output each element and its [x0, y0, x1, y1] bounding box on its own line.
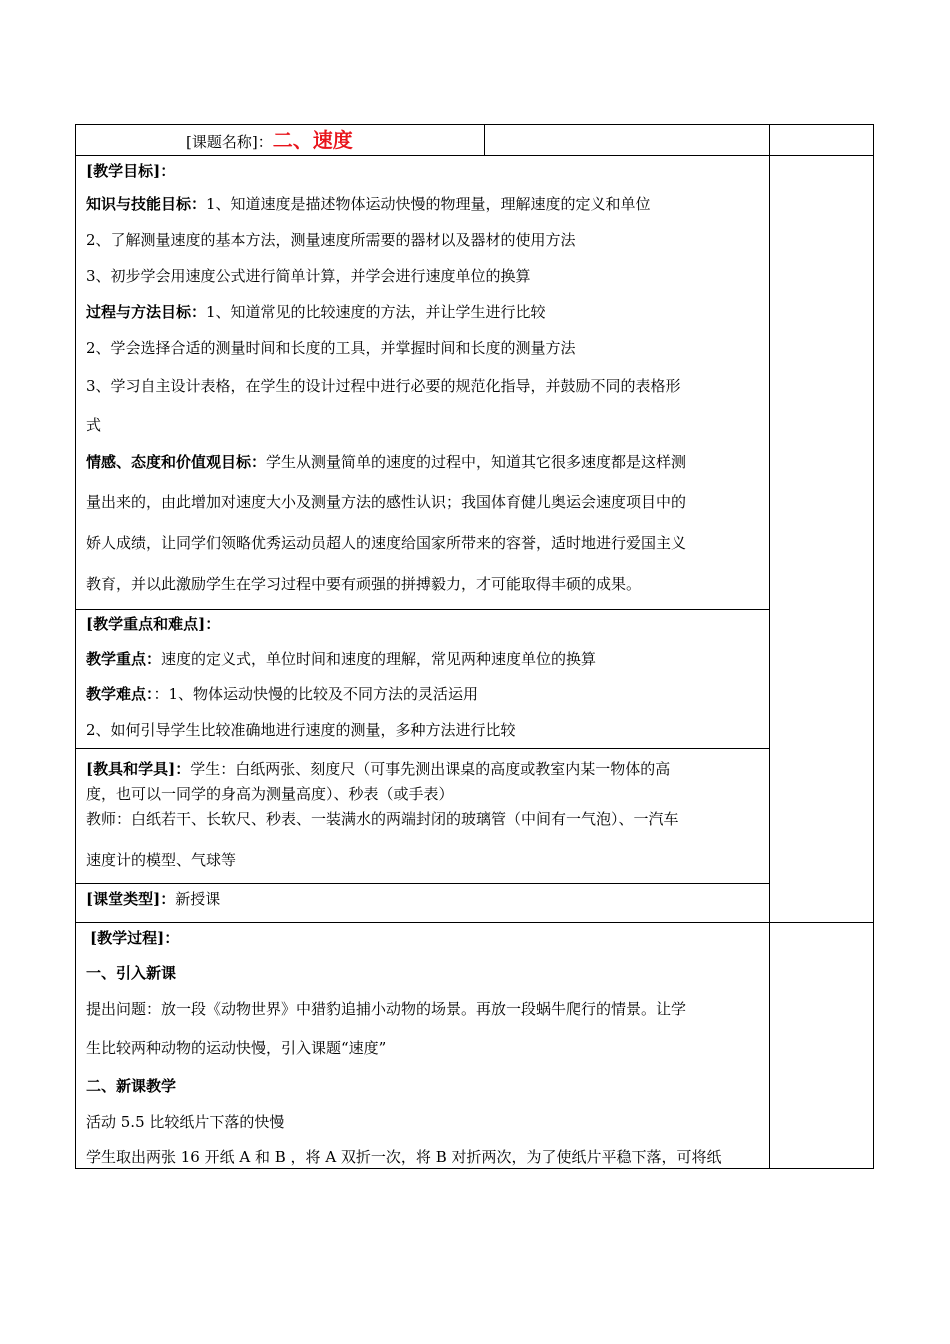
header-divider: [484, 124, 485, 155]
row-divider-lesson-type: [75, 922, 874, 923]
key-point-line: [86, 649, 596, 669]
emotion-line-3: 娇人成绩，让同学们领略优秀运动员超人的速度给国家所带来的容誉，适时地进行爱国主义: [86, 534, 687, 552]
knowledge-line-3: 3、初步学会用速度公式进行简单计算，并学会进行速度单位的换算: [86, 267, 531, 285]
emotion-line-1: [86, 452, 686, 472]
knowledge-label: 知识与技能目标：: [86, 195, 207, 213]
tools-line-1: [86, 759, 670, 779]
row-divider-tools: [75, 883, 769, 884]
tools-student-1: 学生：白纸两张、刻度尺（可事先测出课桌的高度或教室内某一物体的高: [190, 760, 671, 778]
process-line-1: [86, 302, 546, 322]
keypoints-heading: [教学重点和难点]：: [86, 615, 221, 633]
process-text-1: 1、知道常见的比较速度的方法，并让学生进行比较: [206, 303, 546, 321]
difficulty-line-1: [86, 684, 478, 704]
process-line-3b: 式: [86, 416, 102, 434]
knowledge-line-1: [86, 194, 651, 214]
activity-text: 学生取出两张 16 开纸 A 和 B ，将 A 双折一次，将 B 对折两次，为了使纸片平稳下落，可将纸: [86, 1148, 722, 1166]
lesson-type-line: [86, 889, 220, 909]
emotion-line-4: 教育，并以此激励学生在学习过程中要有顽强的拼搏毅力，才可能取得丰硕的成果。: [86, 575, 642, 593]
difficulty-line-2: 2、如何引导学生比较准确地进行速度的测量，多种方法进行比较: [86, 721, 516, 739]
tools-teacher-line-1: 教师：白纸若干、长软尺、秒表、一装满水的两端封闭的玻璃管（中间有一气泡）、一汽车: [86, 810, 679, 828]
tools-teacher-line-2: 速度计的模型、气球等: [86, 851, 237, 869]
process-heading: [教学过程]：: [90, 929, 180, 947]
section-new-lesson-heading: 二、新课教学: [86, 1077, 177, 1095]
section-intro-heading: 一、引入新课: [86, 964, 177, 982]
intro-line-1: 提出问题：放一段《动物世界》中猎豹追捕小动物的场景。再放一段蜗牛爬行的情景。让学: [86, 1000, 687, 1018]
emotion-label: 情感、态度和价值观目标：: [86, 453, 267, 471]
emotion-text-1: 学生从测量简单的速度的过程中，知道其它很多速度都是这样测: [266, 453, 687, 471]
course-title: 二、速度: [272, 128, 353, 152]
row-divider-objectives: [75, 609, 769, 610]
lesson-type-heading: [课堂类型]：: [86, 890, 176, 908]
process-line-3a: 3、学习自主设计表格，在学生的设计过程中进行必要的规范化指导，并鼓励不同的表格形: [86, 377, 681, 395]
course-title-label: [课题名称]：: [186, 133, 273, 151]
course-title-row: [186, 128, 353, 154]
objectives-heading: [教学目标]：: [86, 162, 176, 180]
activity-title: 活动 5.5 比较纸片下落的快慢: [86, 1113, 285, 1131]
lesson-type-value: 新授课: [175, 890, 221, 908]
row-divider-header: [75, 155, 874, 156]
key-point-text: 速度的定义式，单位时间和速度的理解，常见两种速度单位的换算: [161, 650, 597, 668]
difficulty-text-1: ：1、物体运动快慢的比较及不同方法的灵活运用: [153, 685, 479, 703]
difficulty-label: 教学难点：: [86, 685, 154, 703]
knowledge-line-2: 2、了解测量速度的基本方法，测量速度所需要的器材以及器材的使用方法: [86, 231, 576, 249]
knowledge-text-1: 1、知道速度是描述物体运动快慢的物理量，理解速度的定义和单位: [206, 195, 651, 213]
row-divider-keypoints: [75, 748, 769, 749]
process-line-2: 2、学会选择合适的测量时间和长度的工具，并掌握时间和长度的测量方法: [86, 339, 576, 357]
key-point-label: 教学重点：: [86, 650, 162, 668]
emotion-line-2: 量出来的，由此增加对速度大小及测量方法的感性认识；我国体育健儿奥运会速度项目中的: [86, 493, 687, 511]
process-label: 过程与方法目标：: [86, 303, 207, 321]
tools-student-line-2: 度，也可以一同学的身高为测量高度）、秒表（或手表）: [86, 785, 454, 803]
side-column-divider: [769, 124, 770, 1169]
tools-heading: [教具和学具]：: [86, 760, 191, 778]
intro-line-2: 生比较两种动物的运动快慢，引入课题“速度”: [86, 1039, 387, 1057]
